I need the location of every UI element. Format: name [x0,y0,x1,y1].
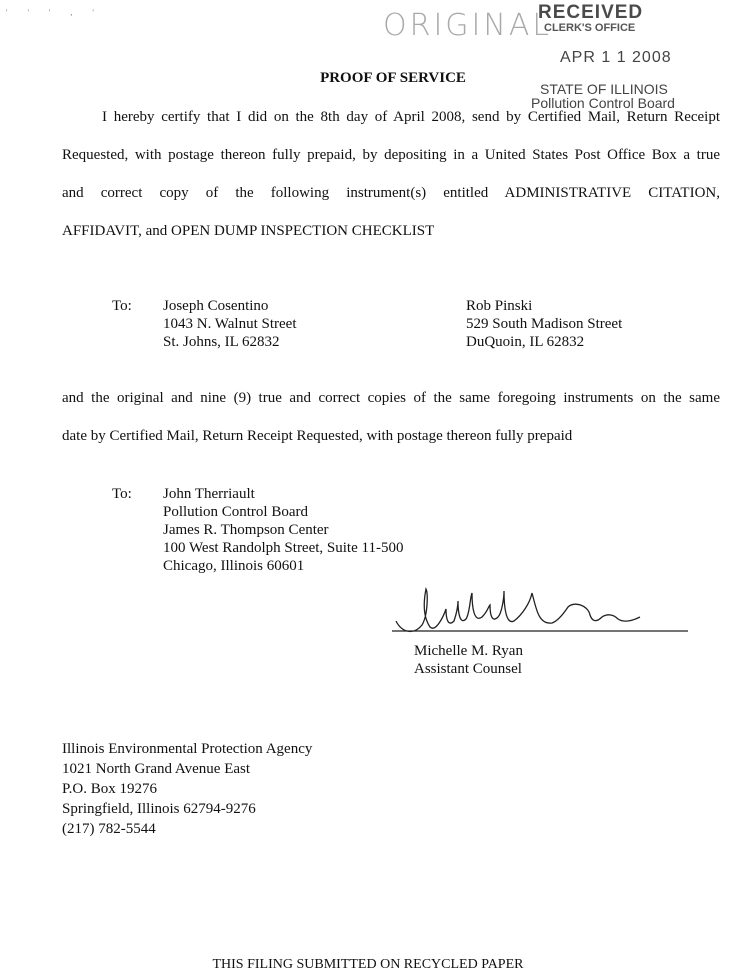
to-label: To: [112,298,132,314]
page-title: PROOF OF SERVICE [320,70,466,86]
recycled-paper-footer: THIS FILING SUBMITTED ON RECYCLED PAPER [212,957,524,972]
received-stamp: RECEIVED [538,2,644,23]
address-line: Chicago, Illinois 60601 [163,558,305,574]
address-line: Pollution Control Board [163,504,309,520]
address-line: 100 West Randolph Street, Suite 11-500 [163,540,404,556]
recipient-address [163,297,297,351]
agency-line: P.O. Box 19276 [62,781,158,797]
agency-line: 1021 North Grand Avenue East [62,761,251,777]
paragraph-line: and the original and nine (9) true and correct copies of the same foregoing instruments on the same [62,390,720,406]
address-line: Rob Pinski [466,298,533,314]
scan-specks: ' ' ' , ' [6,8,103,17]
recipient-address [466,297,622,351]
signer-name: Michelle M. Ryan [414,643,523,659]
state-stamp: STATE OF ILLINOIS [540,81,668,97]
address-line: DuQuoin, IL 62832 [466,334,585,350]
address-line: 1043 N. Walnut Street [163,316,297,332]
original-stamp: ORIGINAL [383,8,553,43]
signature-text: Michelle M. Ryan [392,641,400,642]
address-line: 529 South Madison Street [466,316,623,332]
to-label: To: [112,486,132,502]
paragraph-line: AFFIDAVIT, and OPEN DUMP INSPECTION CHECKLIST [62,223,435,239]
paragraph-line: I hereby certify that I did on the 8th day of April 2008, send by Certified Mail, Return Receipt [102,109,720,125]
address-line: John Therriault [163,486,255,502]
original-copies-paragraph [62,379,720,455]
signer-title: Assistant Counsel [414,661,522,677]
certification-paragraph [62,98,720,250]
address-line: Joseph Cosentino [163,298,269,314]
clerks-office-stamp: CLERK'S OFFICE [544,22,636,34]
agency-line: Illinois Environmental Protection Agency [62,741,313,757]
agency-line: (217) 782-5544 [62,821,156,837]
board-stamp: Pollution Control Board [531,95,675,111]
paragraph-line: date by Certified Mail, Return Receipt Requested, with postage thereon fully prepaid [62,428,573,444]
board-address [163,485,403,575]
signature [392,585,692,645]
received-date-stamp: APR 1 1 2008 [560,49,672,66]
agency-address [62,739,312,839]
address-line: St. Johns, IL 62832 [163,334,280,350]
paragraph-line: and correct copy of the following instrument(s) entitled ADMINISTRATIVE CITATION, [62,185,720,201]
agency-line: Springfield, Illinois 62794-9276 [62,801,256,817]
signer-block [414,642,523,678]
address-line: James R. Thompson Center [163,522,329,538]
paragraph-line: Requested, with postage thereon fully prepaid, by depositing in a United States Post Office Box a true [62,147,720,163]
